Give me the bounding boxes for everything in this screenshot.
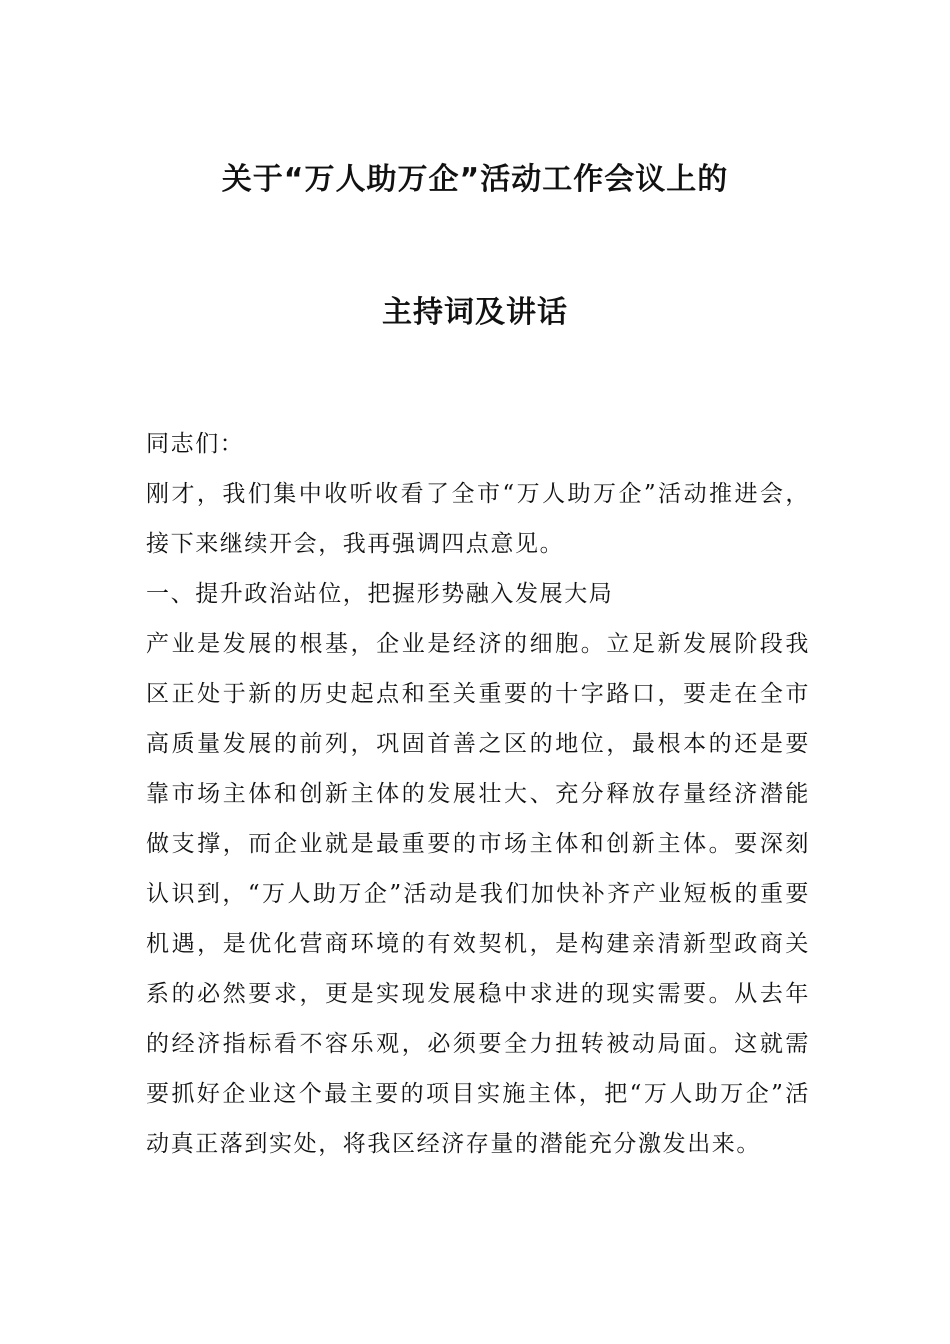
paragraph-section-1: 产业是发展的根基，企业是经济的细胞。立足新发展阶段我区正处于新的历史起点和至关重要的十字路口，要走在全市高质量发展的前列，巩固首善之区的地位，最根本的还是要靠市场主体和创新主体的发展壮大、充分释放存量经济潜能做支撑，而企业就是最重要的市场主体和创新主体。要深刻认识到，“万人助万企”活动是我们加快补齐产业短板的重要机遇，是优化营商环境的有效契机，是构建亲清新型政商关系的必然要求，更是实现发展稳中求进的现实需要。从去年的经济指标看不容乐观，必须要全力扭转被动局面。这就需要抓好企业这个最主要的项目实施主体，把“万人助万企”活动真正落到实处，将我区经济存量的潜能充分激发出来。	[146, 631, 810, 1157]
document-title-line-1: 关于“万人助万企”活动工作会议上的	[221, 162, 729, 197]
section-heading-1: 一、提升政治站位，把握形势融入发展大局	[146, 581, 614, 607]
paragraph-intro: 刚才，我们集中收听收看了全市“万人助万企”活动推进会，接下来继续开会，我再强调四点意见。	[146, 481, 810, 557]
greeting: 同志们：	[146, 431, 245, 457]
document-title-line-2: 主持词及讲话	[382, 295, 568, 330]
document-body	[146, 419, 810, 1169]
